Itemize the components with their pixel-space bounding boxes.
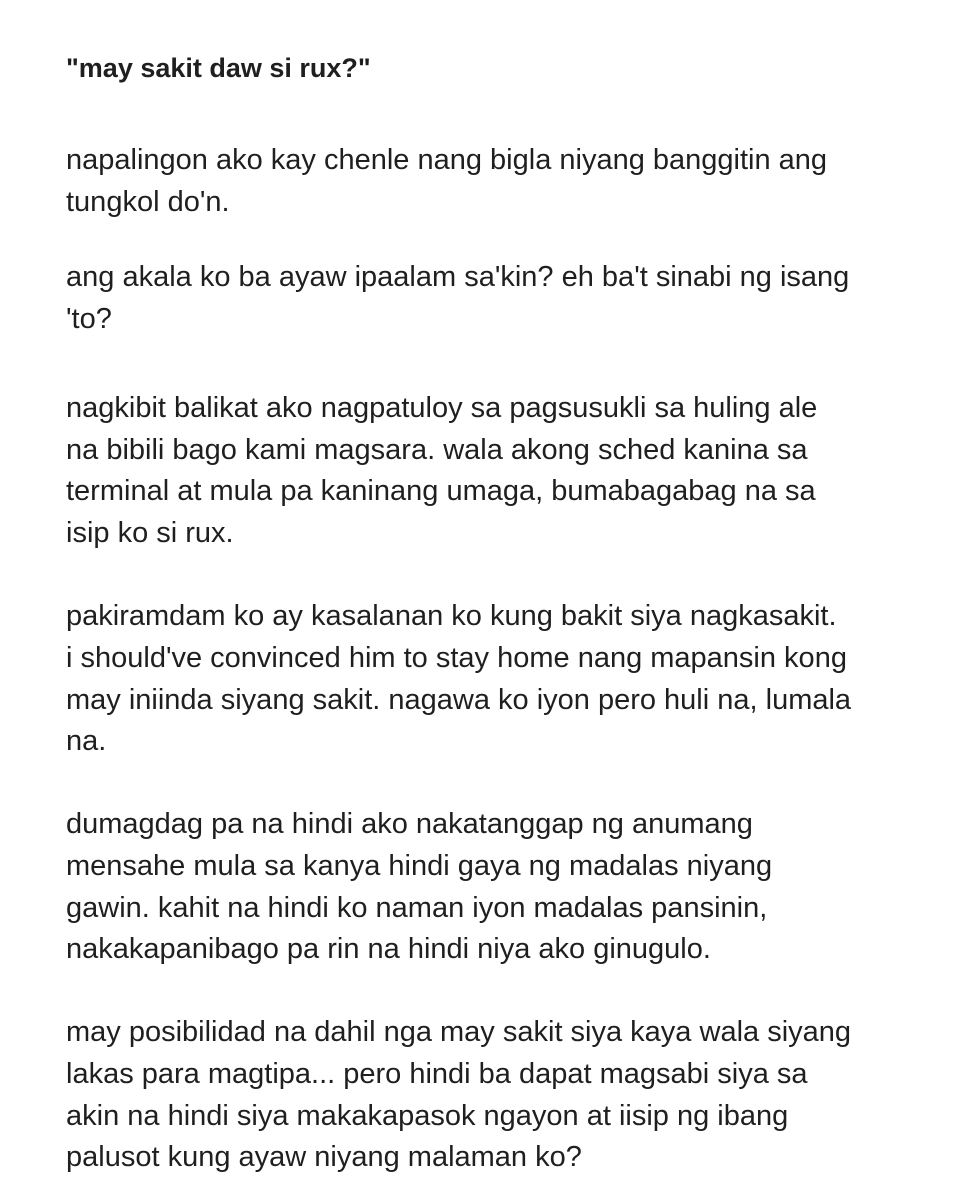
paragraph-line: may iniinda siyang sakit. nagawa ko iyon pero huli na, lumala: [66, 684, 852, 716]
paragraph-line: na.: [66, 725, 107, 757]
paragraph-line: palusot kung ayaw niyang malaman ko?: [66, 1141, 582, 1173]
paragraph-line: may posibilidad na dahil nga may sakit siya kaya wala siyang: [66, 1016, 852, 1048]
paragraph-line: lakas para magtipa... pero hindi ba dapat magsabi siya sa: [66, 1058, 808, 1090]
paragraph-line: pakiramdam ko ay kasalanan ko kung bakit siya nagkasakit.: [66, 600, 837, 632]
paragraph-line: 'to?: [66, 303, 112, 335]
paragraph-line: tungkol do'n.: [66, 186, 230, 218]
paragraph-line: nakakapanibago pa rin na hindi niya ako ginugulo.: [66, 933, 711, 965]
paragraph-line: isip ko si rux.: [66, 517, 234, 549]
paragraph-line: terminal at mula pa kaninang umaga, bumabagabag na sa: [66, 475, 816, 507]
paragraph-line: i should've convinced him to stay home nang mapansin kong: [66, 642, 847, 674]
paragraph-line: na bibili bago kami magsara. wala akong sched kanina sa: [66, 434, 808, 466]
paragraph-line: mensahe mula sa kanya hindi gaya ng madalas niyang: [66, 850, 773, 882]
paragraph-line: napalingon ako kay chenle nang bigla niyang banggitin ang: [66, 144, 828, 176]
paragraph-line: dumagdag pa na hindi ako nakatanggap ng anumang: [66, 808, 753, 840]
page-title: "may sakit daw si rux?": [66, 53, 371, 83]
paragraph-line: akin na hindi siya makakapasok ngayon at iisip ng ibang: [66, 1100, 789, 1132]
paragraph-line: gawin. kahit na hindi ko naman iyon madalas pansinin,: [66, 892, 768, 924]
paragraph-line: nagkibit balikat ako nagpatuloy sa pagsusukli sa huling ale: [66, 392, 818, 424]
paragraph-line: ang akala ko ba ayaw ipaalam sa'kin? eh ba't sinabi ng isang: [66, 261, 850, 293]
